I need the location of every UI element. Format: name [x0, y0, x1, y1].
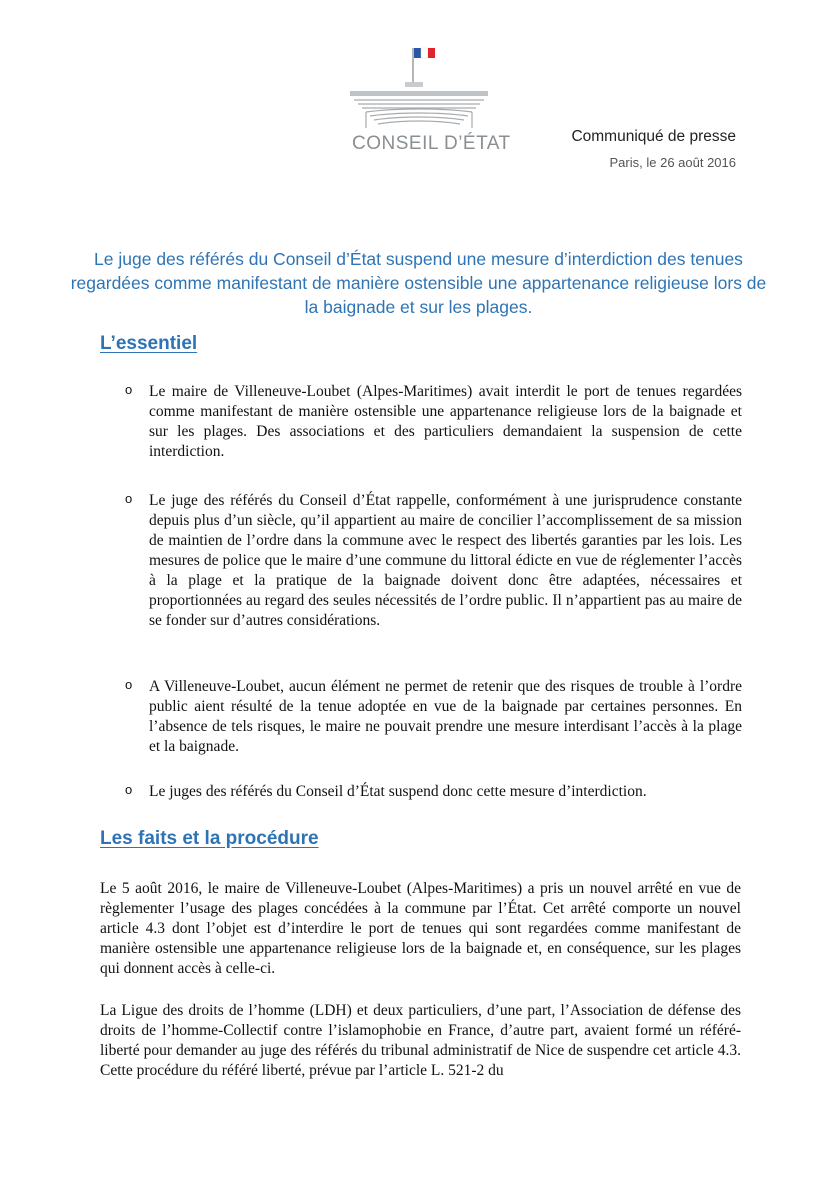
french-flag-icon [413, 48, 435, 82]
bullet-mark: o [125, 782, 133, 797]
bullet-text: Le juge des référés du Conseil d’État rappelle, conformément à une jurisprudence constante depuis plus d’un siècle, qu’il appartient au maire de concilier l’accomplissement de sa mission de maintien de l’ordre dans la commune avec le respect des libertés garanties par les lois. Les mesures de police que le maire d’une commune du littoral édicte en vue de réglementer l’accès à la plage et la pratique de la baignade doivent donc être adaptées, nécessaires et proportionnées au regard des seules nécessités de l’ordre public. Il n’appartient pas au maire de se fonder sur d’autres considérations. [149, 492, 742, 629]
bullet-text: Le juges des référés du Conseil d’État suspend donc cette mesure d’interdiction. [149, 783, 647, 800]
press-header [571, 128, 736, 170]
headline: Le juge des référés du Conseil d’État suspend une mesure d’interdiction des tenues regardées comme manifestant de manière ostensible une appartenance religieuse lors de la baignade et sur les plages. [70, 249, 767, 317]
section-title-essentiel: L’essentiel [100, 333, 198, 354]
bullet-text: A Villeneuve-Loubet, aucun élément ne permet de retenir que des risques de trouble à l’ordre public aient résulté de la tenue adoptée en vue de la baignade par certaines personnes. En l’absence de tels risques, le maire ne pouvait prendre une mesure interdisant l’accès à la plage et la baignade. [149, 678, 742, 755]
bullet-mark: o [125, 382, 133, 397]
section-title-faits: Les faits et la procédure [100, 828, 319, 849]
body-paragraph: La Ligue des droits de l’homme (LDH) et deux particuliers, d’une part, l’Association de défense des droits de l’homme-Collectif contre l’islamophobie en France, d’autre part, avaient formé un référé-liberté pour demander au juge des référés du tribunal administratif de Nice de suspendre cet article 4.3. Cette procédure du référé liberté, prévue par l’article L. 521-2 du [100, 1002, 741, 1079]
bullet-mark: o [125, 677, 133, 692]
bullet-text: Le maire de Villeneuve-Loubet (Alpes-Maritimes) avait interdit le port de tenues regardées comme manifestant de manière ostensible une appartenance religieuse lors de la baignade et sur les plages. Des associations et des particuliers demandaient la suspension de cette interdiction. [149, 383, 742, 460]
press-label: Communiqué de presse [571, 128, 736, 145]
bullet-mark: o [125, 491, 133, 506]
body-paragraph: Le 5 août 2016, le maire de Villeneuve-Loubet (Alpes-Maritimes) a pris un nouvel arrêté en vue de règlementer l’usage des plages concédées à la commune par l’État. Cet arrêté comporte un nouvel article 4.3 dont l’objet est d’interdire le port de tenues qui sont regardées comme manifestant de manière ostensible une appartenance religieuse lors de la baignade et, en conséquence, sur les plages qui donnent accès à celle-ci. [100, 880, 741, 977]
logo-text: CONSEIL D’ÉTAT [352, 133, 511, 154]
building-icon [350, 82, 488, 128]
date-line: Paris, le 26 août 2016 [609, 155, 736, 170]
